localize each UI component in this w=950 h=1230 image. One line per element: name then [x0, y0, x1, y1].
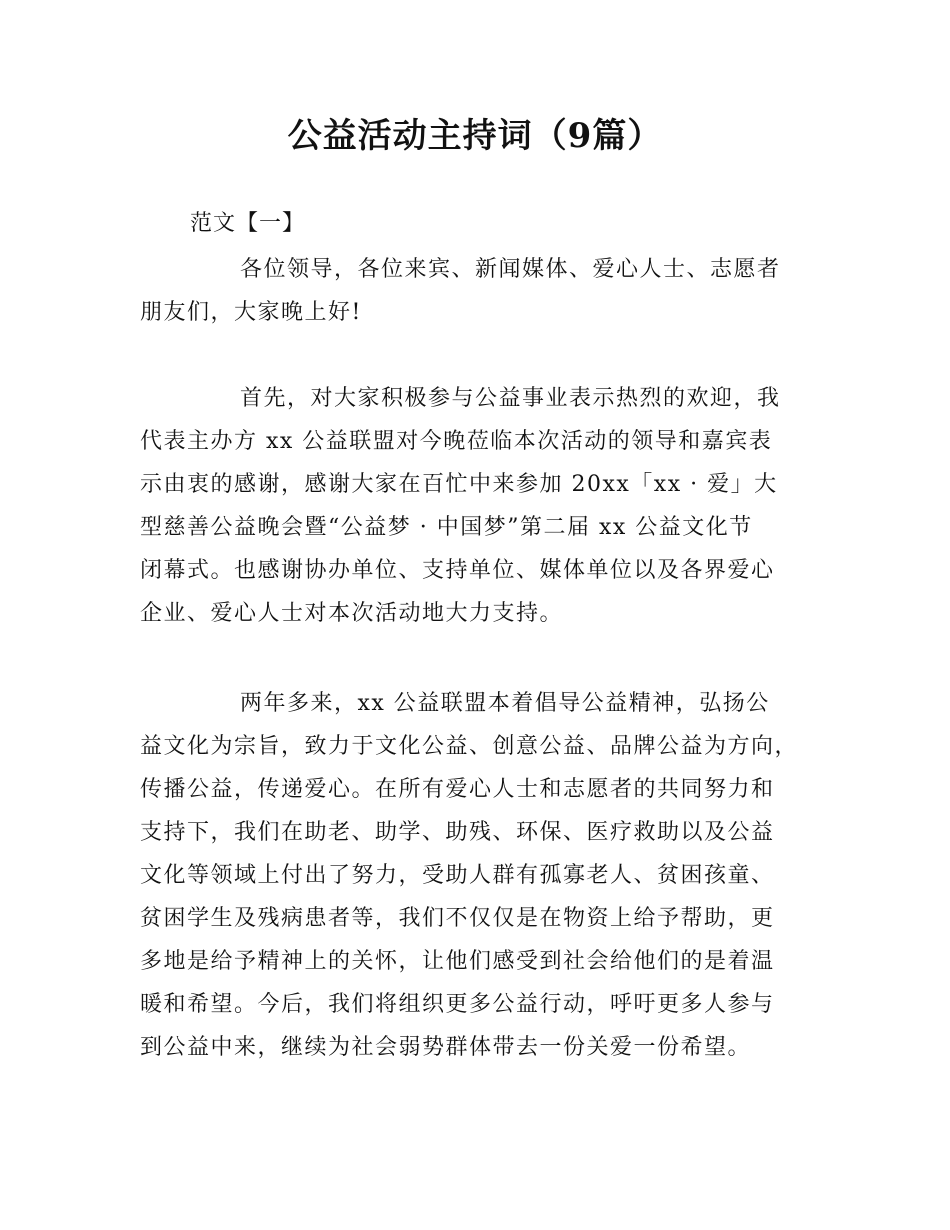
- paragraph-line: 传播公益，传递爱心。在所有爱心人士和志愿者的共同努力和: [140, 777, 775, 802]
- paragraph-line: 到公益中来，继续为社会弱势群体带去一份关爱一份希望。: [140, 1035, 752, 1060]
- section-label: 范文【一】: [190, 211, 306, 236]
- paragraph-line: 各位领导，各位来宾、新闻媒体、爱心人士、志愿者: [240, 257, 781, 282]
- paragraph-line: 贫困学生及残病患者等，我们不仅仅是在物资上给予帮助，更: [140, 906, 775, 931]
- paragraph-line: 朋友们，大家晚上好!: [140, 300, 362, 325]
- paragraph-line: 型慈善公益晚会暨“公益梦 · 中国梦”第二届 xx 公益文化节: [140, 515, 753, 540]
- paragraph-line: 首先，对大家积极参与公益事业表示热烈的欢迎，我: [240, 386, 781, 411]
- paragraph-line: 益文化为宗旨，致力于文化公益、创意公益、品牌公益为方向，: [140, 734, 799, 759]
- paragraph-line: 支持下，我们在助老、助学、助残、环保、医疗救助以及公益: [140, 820, 775, 845]
- paragraph-line: 示由衷的感谢，感谢大家在百忙中来参加 20xx「xx · 爱」大: [140, 472, 778, 497]
- document-title: 公益活动主持词（9篇）: [287, 116, 663, 156]
- paragraph-line: 闭幕式。也感谢协办单位、支持单位、媒体单位以及各界爱心: [140, 558, 775, 583]
- paragraph-line: 文化等领域上付出了努力，受助人群有孤寡老人、贫困孩童、: [140, 863, 775, 888]
- paragraph-line: 代表主办方 xx 公益联盟对今晚莅临本次活动的领导和嘉宾表: [140, 429, 773, 454]
- paragraph-line: 暖和希望。今后，我们将组织更多公益行动，呼吁更多人参与: [140, 992, 775, 1017]
- paragraph-line: 企业、爱心人士对本次活动地大力支持。: [140, 601, 564, 626]
- paragraph-line: 多地是给予精神上的关怀，让他们感受到社会给他们的是着温: [140, 949, 775, 974]
- paragraph-line: 两年多来，xx 公益联盟本着倡导公益精神，弘扬公: [240, 691, 770, 716]
